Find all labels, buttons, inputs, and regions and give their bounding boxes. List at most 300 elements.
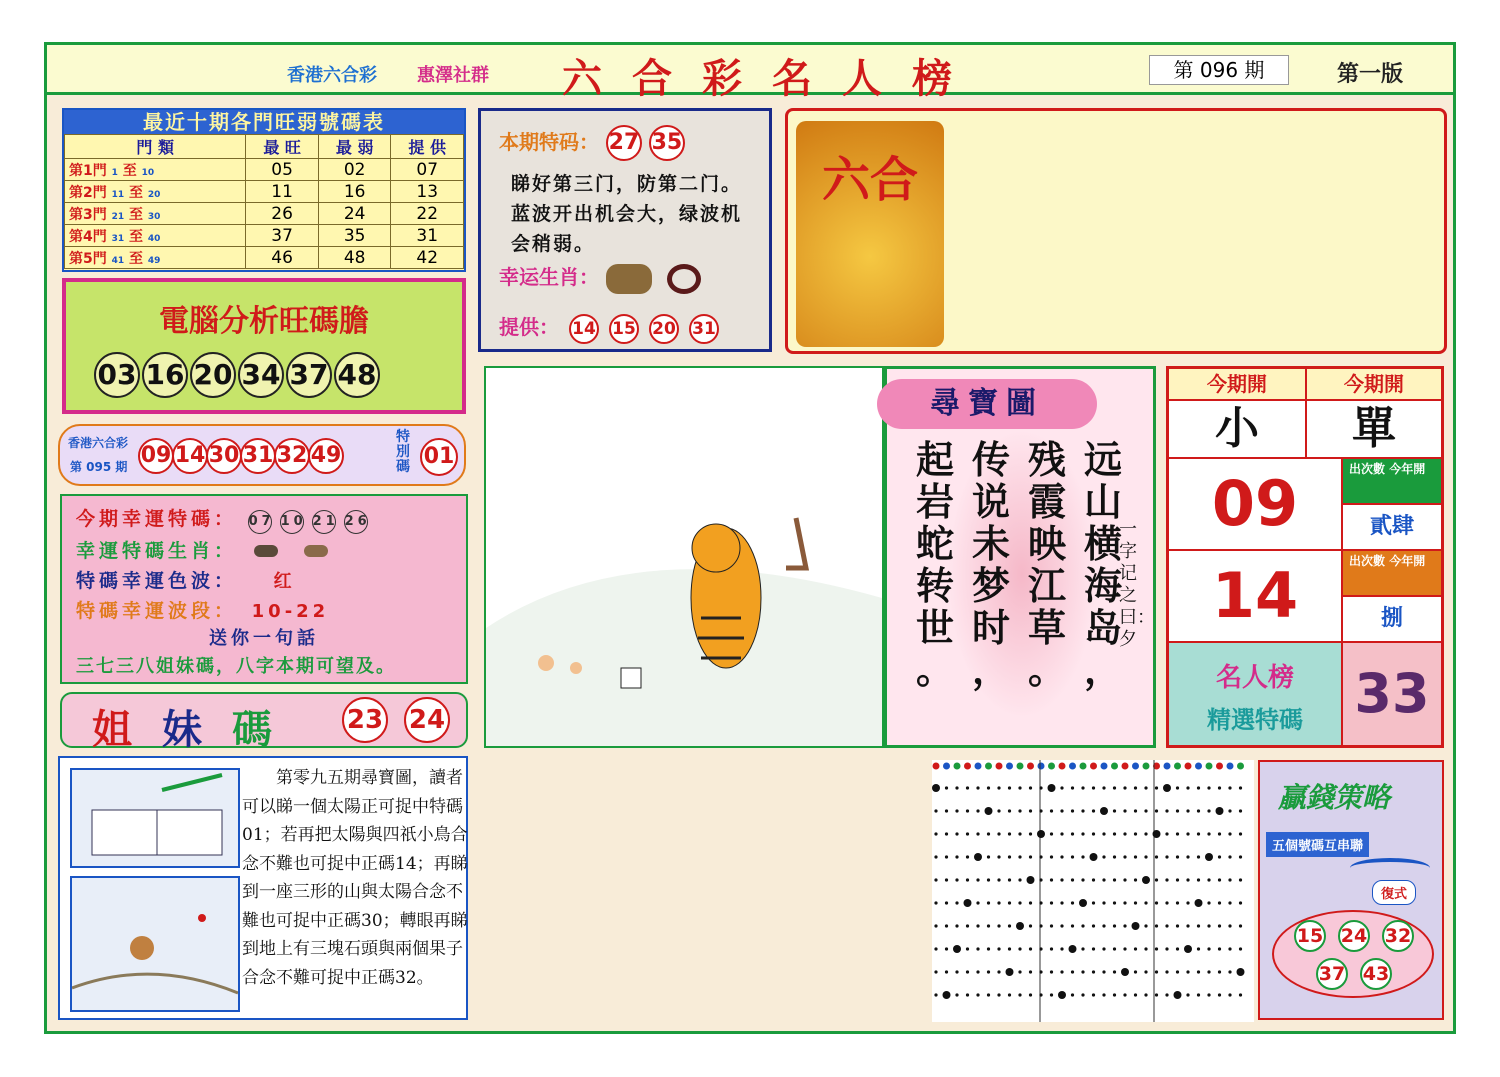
provide-ball: 14 (569, 314, 599, 344)
lucky-ball: 10 (280, 510, 304, 534)
color-dot (1206, 763, 1213, 770)
grid-dot (1239, 855, 1242, 858)
count-tag (1342, 458, 1442, 504)
grid-dot (1048, 784, 1056, 792)
lucky-color: 红 (273, 571, 296, 592)
grid-dot (997, 970, 1000, 973)
grid-dot (1165, 993, 1168, 996)
poem-char: 岩 (915, 479, 954, 524)
gate-to: 30 (147, 211, 161, 222)
lucky-row (76, 566, 296, 593)
grid-dot (987, 924, 990, 927)
grid-dot (997, 901, 1000, 904)
grid-dot (976, 809, 979, 812)
gate-label: 第4門 (69, 228, 107, 245)
grid-dot (1144, 947, 1147, 950)
grid-dot (945, 832, 948, 835)
grid-dot (1050, 855, 1053, 858)
grid-dot (1218, 786, 1221, 789)
grid-dot (1155, 947, 1158, 950)
grid-dot (1207, 924, 1210, 927)
grid-dot (1037, 830, 1045, 838)
grid-dot (1029, 993, 1032, 996)
count-chinese: 捌 (1342, 596, 1442, 642)
grid-dot (1081, 786, 1084, 789)
lucky-label: 幸運特碼生肖： (76, 540, 238, 562)
poem-char: 霞 (1027, 479, 1066, 524)
grid-dot (1050, 924, 1053, 927)
parity-result: 單 (1306, 400, 1442, 458)
grid-dot (1197, 947, 1200, 950)
grid-dot (1113, 970, 1116, 973)
grid-dot (1239, 786, 1242, 789)
col-header: 最 弱 (318, 135, 391, 159)
grid-dot (1092, 809, 1095, 812)
grid-dot (1039, 947, 1042, 950)
grid-dot (1207, 970, 1210, 973)
grid-dot (974, 853, 982, 861)
grid-dot (1144, 855, 1147, 858)
gate-to-word: 至 (129, 184, 144, 201)
give-cell: 13 (391, 181, 464, 203)
grid-dot (1018, 809, 1021, 812)
grid-dot (1197, 924, 1200, 927)
grid-dot (1155, 878, 1158, 881)
provide-row (499, 311, 719, 344)
grid-dot (1060, 901, 1063, 904)
grid-dot (1018, 993, 1021, 996)
grid-dot (1165, 878, 1168, 881)
grid-dot (964, 899, 972, 907)
grid-dot (987, 786, 990, 789)
grid-dot (934, 832, 937, 835)
color-dot (1195, 763, 1202, 770)
poem-char: 横 (1083, 521, 1122, 566)
grid-dot (1113, 832, 1116, 835)
grid-dot (1008, 924, 1011, 927)
count-tag (1342, 550, 1442, 596)
grid-dot (934, 878, 937, 881)
poem-char: 残 (1027, 437, 1066, 482)
lucky-ball: 26 (344, 510, 368, 534)
number-ball: 34 (238, 352, 284, 398)
grid-dot (1165, 970, 1168, 973)
color-dot (1185, 763, 1192, 770)
grid-dot (943, 991, 951, 999)
grid-dot (1071, 901, 1074, 904)
grid-dot (1207, 947, 1210, 950)
grid-dot (1071, 970, 1074, 973)
grid-dot (987, 832, 990, 835)
grid-dot (987, 855, 990, 858)
grid-dot (1113, 993, 1116, 996)
grid-dot (976, 832, 979, 835)
grid-dot (1155, 786, 1158, 789)
color-dot (1132, 763, 1139, 770)
grid-dot (1113, 809, 1116, 812)
computer-picks-balls (94, 352, 382, 398)
grid-dot (1186, 901, 1189, 904)
poem-char: 未 (971, 521, 1010, 566)
previous-label: 香港六合彩 (68, 436, 129, 450)
gate-from: 1 (111, 167, 118, 178)
count-number: 14 (1168, 550, 1342, 642)
gate-from: 31 (111, 233, 125, 244)
grid-dot (955, 855, 958, 858)
grid-dot (1071, 809, 1074, 812)
count-tag-text (1343, 459, 1441, 480)
grid-dot (1174, 991, 1182, 999)
grid-dot (1060, 832, 1063, 835)
number-ball: 32 (274, 438, 310, 474)
poem-char: 传 (971, 437, 1010, 482)
computer-picks-title: 電腦分析旺碼膽 (159, 304, 369, 339)
grid-dot (1186, 786, 1189, 789)
poem-char: 说 (971, 479, 1010, 524)
lucky-label: 今期幸運特碼： (76, 508, 238, 530)
provide-label: 提供： (499, 315, 559, 339)
grid-dot (945, 809, 948, 812)
page-title: 六合彩名人榜 (562, 55, 982, 102)
grid-dot (1134, 878, 1137, 881)
give-cell: 22 (391, 203, 464, 225)
grid-dot (1113, 947, 1116, 950)
grid-dot (1092, 993, 1095, 996)
grid-dot (1197, 809, 1200, 812)
grid-dot (1228, 878, 1231, 881)
give-cell: 31 (391, 225, 464, 247)
color-dot (1174, 763, 1181, 770)
grid-dot (1218, 901, 1221, 904)
grid-dot (1123, 924, 1126, 927)
grid-dot (1018, 970, 1021, 973)
poem-char: 转 (915, 563, 954, 608)
previous-result-panel (58, 424, 466, 486)
color-dot (1027, 763, 1034, 770)
grid-dot (1071, 878, 1074, 881)
grid-dot (1016, 922, 1024, 930)
grid-dot (1058, 991, 1066, 999)
grid-dot (966, 832, 969, 835)
sister-ball: 24 (404, 697, 450, 743)
grid-dot (966, 809, 969, 812)
grid-dot (1239, 809, 1242, 812)
table-row (65, 247, 464, 269)
grid-dot (1239, 901, 1242, 904)
special-header (499, 125, 685, 161)
lucky-phrase-title: 送你一句話 (209, 628, 319, 649)
poem-column (913, 439, 957, 691)
grid-dot (1081, 855, 1084, 858)
featured-number: 33 (1342, 642, 1442, 746)
grid-dot (997, 993, 1000, 996)
grid-dot (1176, 924, 1179, 927)
gate-table (64, 134, 464, 269)
grid-dot (1153, 830, 1161, 838)
grid-dot (1134, 786, 1137, 789)
book-illustration (70, 768, 240, 868)
grid-dot (1186, 855, 1189, 858)
gate-to: 40 (147, 233, 161, 244)
grid-dot (1197, 970, 1200, 973)
min-cell: 02 (318, 159, 391, 181)
grid-dot (1123, 901, 1126, 904)
table-row (65, 203, 464, 225)
tag-label: 今年開 (1389, 462, 1426, 476)
gate-table-panel (62, 108, 466, 272)
grid-dot (1092, 901, 1095, 904)
gate-to: 10 (141, 167, 155, 178)
min-cell: 48 (318, 247, 391, 269)
grid-dot (966, 970, 969, 973)
gate-from: 21 (111, 211, 125, 222)
count-tag-text (1343, 551, 1441, 572)
grid-dot (1018, 878, 1021, 881)
poem-char: 蛇 (915, 521, 954, 566)
grid-dot (1092, 924, 1095, 927)
grid-dot (976, 878, 979, 881)
grid-dot (1195, 899, 1203, 907)
grid-dot (1069, 945, 1077, 953)
col-header: 提 供 (391, 135, 464, 159)
color-dot (1164, 763, 1171, 770)
grid-dot (1008, 901, 1011, 904)
grid-dot (1163, 784, 1171, 792)
grid-dot (1165, 832, 1168, 835)
grid-dot (1228, 947, 1231, 950)
grid-dot (1039, 901, 1042, 904)
max-cell: 11 (246, 181, 319, 203)
grid-dot (1197, 832, 1200, 835)
grid-dot (1218, 947, 1221, 950)
grid-dot (997, 924, 1000, 927)
grid-dot (1207, 786, 1210, 789)
max-cell: 46 (246, 247, 319, 269)
story-panel (58, 756, 468, 1020)
grid-dot (1197, 878, 1200, 881)
provide-ball: 15 (609, 314, 639, 344)
color-dot (1090, 763, 1097, 770)
grid-dot (1050, 878, 1053, 881)
gate-to: 20 (147, 189, 161, 200)
grid-dot (1239, 878, 1242, 881)
grid-dot (966, 924, 969, 927)
lucky-label: 特碼幸運色波： (76, 570, 238, 592)
grid-dot (1165, 924, 1168, 927)
animal-icon (254, 545, 278, 557)
grid-dot (1134, 970, 1137, 973)
grid-dot (1081, 993, 1084, 996)
lucky-row (76, 504, 376, 534)
wave-icon (1350, 858, 1430, 878)
grid-dot (1134, 947, 1137, 950)
grid-dot (1186, 970, 1189, 973)
grid-dot (1186, 878, 1189, 881)
grid-dot (1008, 832, 1011, 835)
grid-dot (1197, 993, 1200, 996)
grid-dot (1121, 968, 1129, 976)
give-cell: 42 (391, 247, 464, 269)
grid-dot (1039, 855, 1042, 858)
grid-dot (1207, 901, 1210, 904)
previous-balls (138, 438, 342, 474)
strategy-subtitle: 五個號碼互串聯 (1266, 832, 1369, 857)
count-chinese: 貳肆 (1342, 504, 1442, 550)
lucky-range: 10-22 (251, 601, 330, 622)
poem-char: 海 (1083, 563, 1122, 608)
color-dot (1048, 763, 1055, 770)
grid-dot (1228, 832, 1231, 835)
poem-char: 山 (1083, 479, 1122, 524)
grid-dot (955, 809, 958, 812)
grid-dot (1008, 855, 1011, 858)
grid-dot (1134, 901, 1137, 904)
grid-dot (997, 947, 1000, 950)
grid-dot (1008, 809, 1011, 812)
grid-dot (1029, 832, 1032, 835)
grid-dot (985, 807, 993, 815)
grid-dot (987, 901, 990, 904)
grid-dot (1144, 809, 1147, 812)
special-ball: 01 (420, 438, 458, 476)
grid-dot (1228, 993, 1231, 996)
col-header: 門 類 (65, 135, 246, 159)
color-dot (1237, 763, 1244, 770)
grid-dot (1142, 876, 1150, 884)
color-dot (1143, 763, 1150, 770)
strategy-ball: 37 (1316, 958, 1348, 990)
grid-dot (934, 809, 937, 812)
snake-icon (667, 264, 701, 294)
grid-dot (1027, 876, 1035, 884)
gate-to-word: 至 (129, 250, 144, 267)
grid-dot (1039, 786, 1042, 789)
table-header-row (65, 135, 464, 159)
brand-sub: 精選特碼 (1207, 706, 1303, 734)
mark-six-logo (796, 121, 944, 347)
grid-dot (1239, 924, 1242, 927)
result-header: 今期開 (1168, 368, 1306, 400)
grid-dot (1018, 947, 1021, 950)
grid-dot (1081, 970, 1084, 973)
grid-dot (1102, 947, 1105, 950)
poem-char: 远 (1083, 437, 1122, 482)
grid-dot (955, 924, 958, 927)
treasure-title: 尋寶圖 (877, 379, 1097, 429)
tiger-icon (486, 368, 882, 746)
grid-dot (976, 901, 979, 904)
grid-dot (1113, 924, 1116, 927)
poem-char: 。 (915, 647, 954, 692)
grid-dot (987, 993, 990, 996)
grid-dot (1092, 947, 1095, 950)
grid-dot (1123, 878, 1126, 881)
grid-dot (955, 832, 958, 835)
gate-cell (65, 181, 246, 203)
grid-dot (966, 855, 969, 858)
grid-dot (1029, 947, 1032, 950)
grid-dot (1113, 901, 1116, 904)
grid-dot (1197, 786, 1200, 789)
gate-to-word: 至 (129, 206, 144, 223)
grid-dot (976, 970, 979, 973)
edition-label: 第一版 (1337, 62, 1404, 87)
grid-dot (1050, 832, 1053, 835)
poem-column (1025, 439, 1069, 691)
treasure-panel (884, 366, 1156, 748)
gate-from: 41 (111, 255, 125, 266)
grid-dot (1029, 970, 1032, 973)
grid-dot (1184, 945, 1192, 953)
grid-dot (945, 901, 948, 904)
grid-dot (1144, 924, 1147, 927)
grid-dot (966, 878, 969, 881)
grid-dot (976, 993, 979, 996)
lucky-panel (60, 494, 468, 684)
grid-dot (1081, 832, 1084, 835)
grid-dot (934, 855, 937, 858)
number-ball: 16 (142, 352, 188, 398)
grid-dot (1113, 878, 1116, 881)
grid-dot (1144, 832, 1147, 835)
grid-dot (1165, 855, 1168, 858)
grid-dot (1144, 993, 1147, 996)
strategy-oval (1272, 910, 1434, 998)
grid-dot (1155, 809, 1158, 812)
special-ball: 27 (606, 125, 642, 161)
tag-label: 出次數 (1349, 462, 1386, 476)
grid-dot (1207, 832, 1210, 835)
grid-dot (1186, 832, 1189, 835)
gate-label: 第1門 (69, 162, 107, 179)
grid-dot (953, 945, 961, 953)
grid-dot (1092, 878, 1095, 881)
header (47, 45, 1453, 102)
grid-dot (997, 786, 1000, 789)
grid-dot (1029, 786, 1032, 789)
grid-dot (987, 878, 990, 881)
grid-dot (1123, 855, 1126, 858)
grid-dot (1123, 809, 1126, 812)
grid-dot (1155, 993, 1158, 996)
table-row (65, 181, 464, 203)
grid-dot (987, 970, 990, 973)
grid-dot (1102, 878, 1105, 881)
grid-dot (1100, 807, 1108, 815)
dot-grid-svg (932, 760, 1254, 1022)
color-dot (1227, 763, 1234, 770)
gate-to: 49 (147, 255, 161, 266)
grid-dot (1144, 786, 1147, 789)
dot-grid (932, 760, 1254, 1022)
gate-to-word: 至 (129, 228, 144, 245)
squirrel-illustration (70, 876, 240, 1012)
grid-dot (1176, 947, 1179, 950)
grid-dot (1113, 855, 1116, 858)
tiger-scene (484, 366, 884, 748)
grid-dot (1050, 809, 1053, 812)
color-dot (933, 763, 940, 770)
grid-dot (1029, 855, 1032, 858)
color-dot (1006, 763, 1013, 770)
grid-dot (1039, 970, 1042, 973)
strategy-ball: 15 (1294, 920, 1326, 952)
grid-dot (1207, 809, 1210, 812)
poem-char: 世 (915, 605, 954, 650)
grid-dot (1176, 786, 1179, 789)
org-name-a: 香港六合彩 (287, 65, 377, 86)
gate-cell (65, 225, 246, 247)
